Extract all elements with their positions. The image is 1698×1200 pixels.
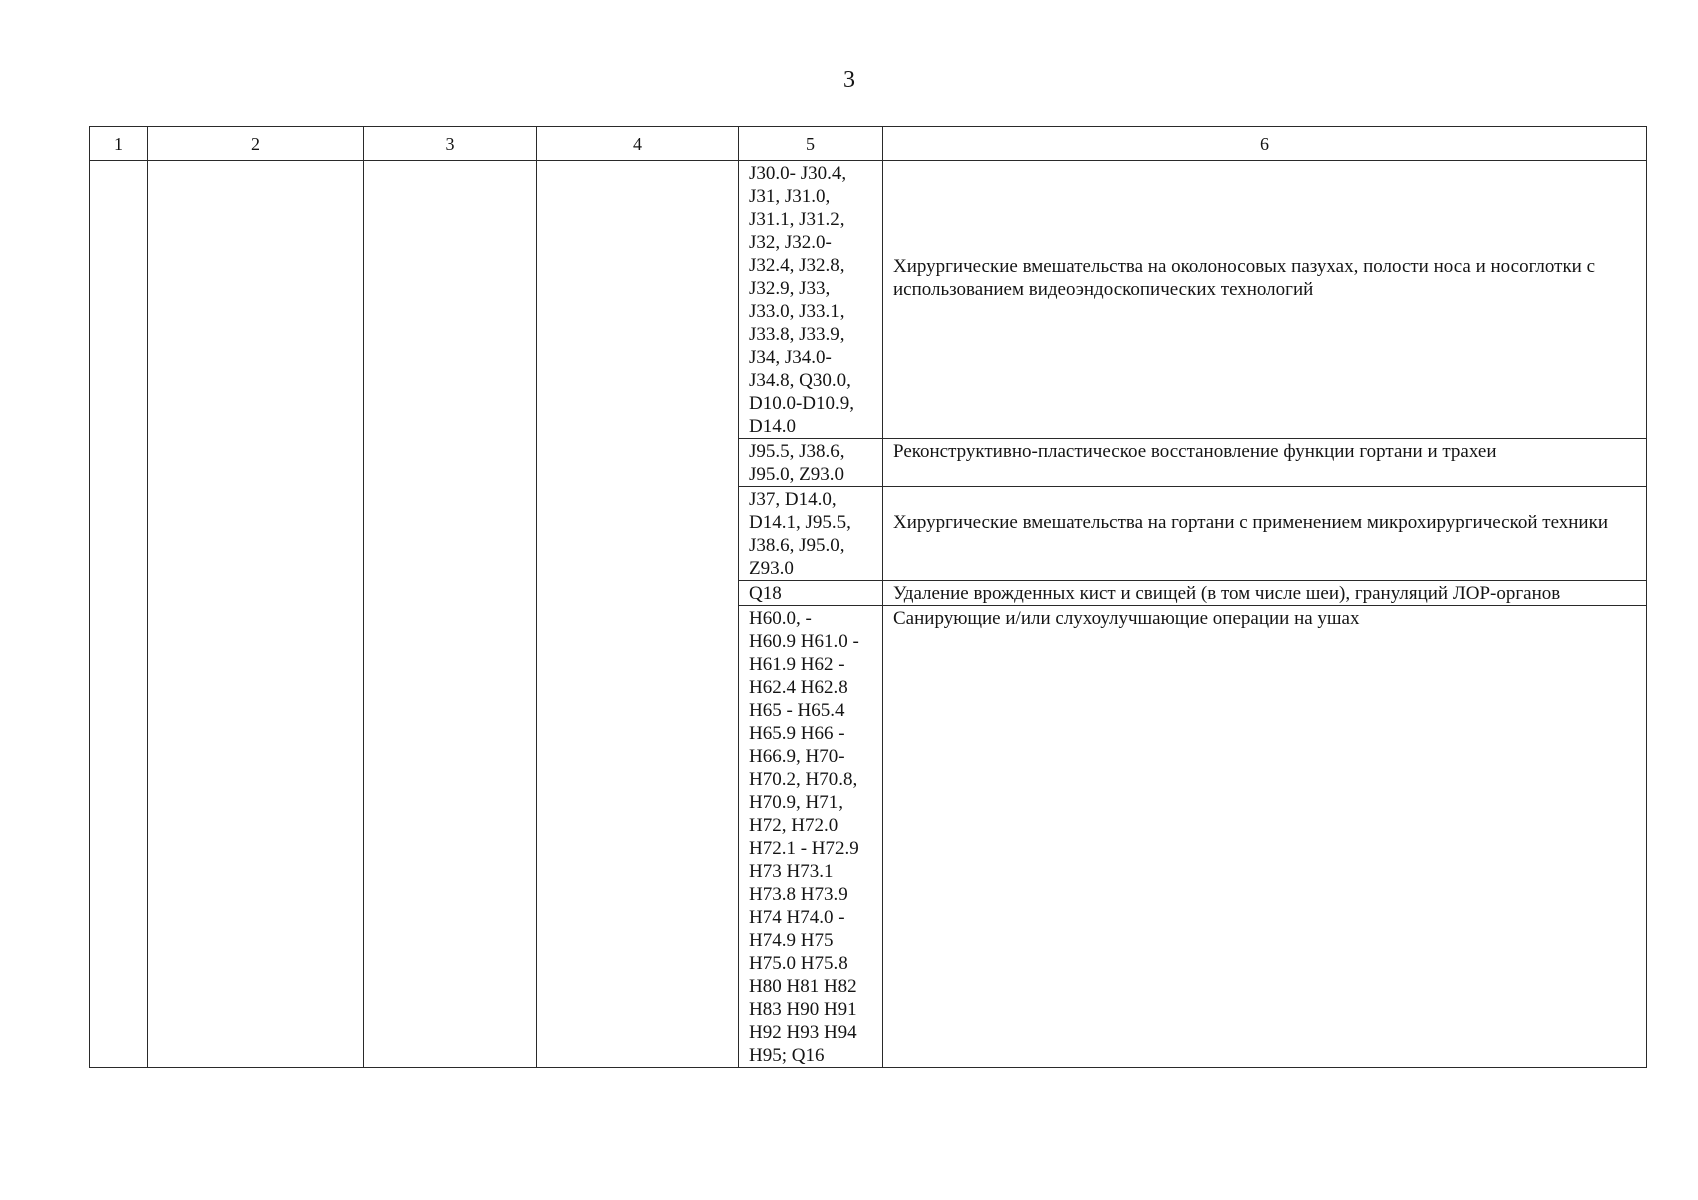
- empty-cell-col-1: [90, 161, 148, 1068]
- column-header-5: 5: [739, 127, 883, 161]
- empty-cell-col-2: [148, 161, 364, 1068]
- column-header-4: 4: [537, 127, 739, 161]
- column-header-1: 1: [90, 127, 148, 161]
- document-table: [89, 126, 1647, 1068]
- table-row: [90, 161, 1647, 439]
- description-cell: [883, 161, 1647, 439]
- header-row: [90, 127, 1647, 161]
- column-header-3: 3: [364, 127, 537, 161]
- treatment-description: Реконструктивно-пластическое восстановление функции гортани и трахеи: [893, 441, 1497, 462]
- diagnosis-codes: J37, D14.0, D14.1, J95.5, J38.6, J95.0, Z93.0: [749, 489, 851, 579]
- description-cell: [883, 581, 1647, 606]
- codes-cell: [739, 581, 883, 606]
- codes-cell: [739, 606, 883, 1068]
- treatment-description: Санирующие и/или слухоулучшающие операции на ушах: [893, 608, 1360, 629]
- empty-cell-col-3: [364, 161, 537, 1068]
- description-cell: [883, 606, 1647, 1068]
- treatment-description: Удаление врожденных кист и свищей (в том числе шеи), грануляций ЛОР-органов: [893, 583, 1561, 604]
- diagnosis-codes: Q18: [749, 583, 782, 604]
- diagnosis-codes: H60.0, - H60.9 H61.0 - H61.9 H62 - H62.4 H62.8 H65 - H65.4 H65.9 H66 - H66.9, H70- H70.2, H70.8, H70.9, H71, H72, H72.0 H72.1 - H72.9 H73 H73.1 H73.8 H73.9 H74 H74.0 - H74.9 H75 H75.0 H75.8 H80 H81 H82 H83 H90 H91 H92 H93 H94 H95; Q16: [749, 608, 859, 1066]
- codes-cell: [739, 161, 883, 439]
- diagnosis-codes: J95.5, J38.6, J95.0, Z93.0: [749, 441, 845, 485]
- description-cell: [883, 439, 1647, 487]
- description-cell: [883, 487, 1647, 581]
- diagnosis-codes: J30.0- J30.4, J31, J31.0, J31.1, J31.2, J32, J32.0- J32.4, J32.8, J32.9, J33, J33.0, J33.1, J33.8, J33.9, J34, J34.0- J34.8, Q30.0, D10.0-D10.9, D14.0: [749, 163, 855, 437]
- codes-cell: [739, 487, 883, 581]
- codes-cell: [739, 439, 883, 487]
- column-header-6: 6: [883, 127, 1647, 161]
- page-number: 3: [843, 67, 855, 93]
- column-header-2: 2: [148, 127, 364, 161]
- treatment-description: Хирургические вмешательства на гортани с применением микрохирургической техники: [893, 512, 1608, 533]
- treatment-description: Хирургические вмешательства на околоносовых пазухах, полости носа и носоглотки с использованием видеоэндоскопических технологий: [893, 256, 1596, 300]
- empty-cell-col-4: [537, 161, 739, 1068]
